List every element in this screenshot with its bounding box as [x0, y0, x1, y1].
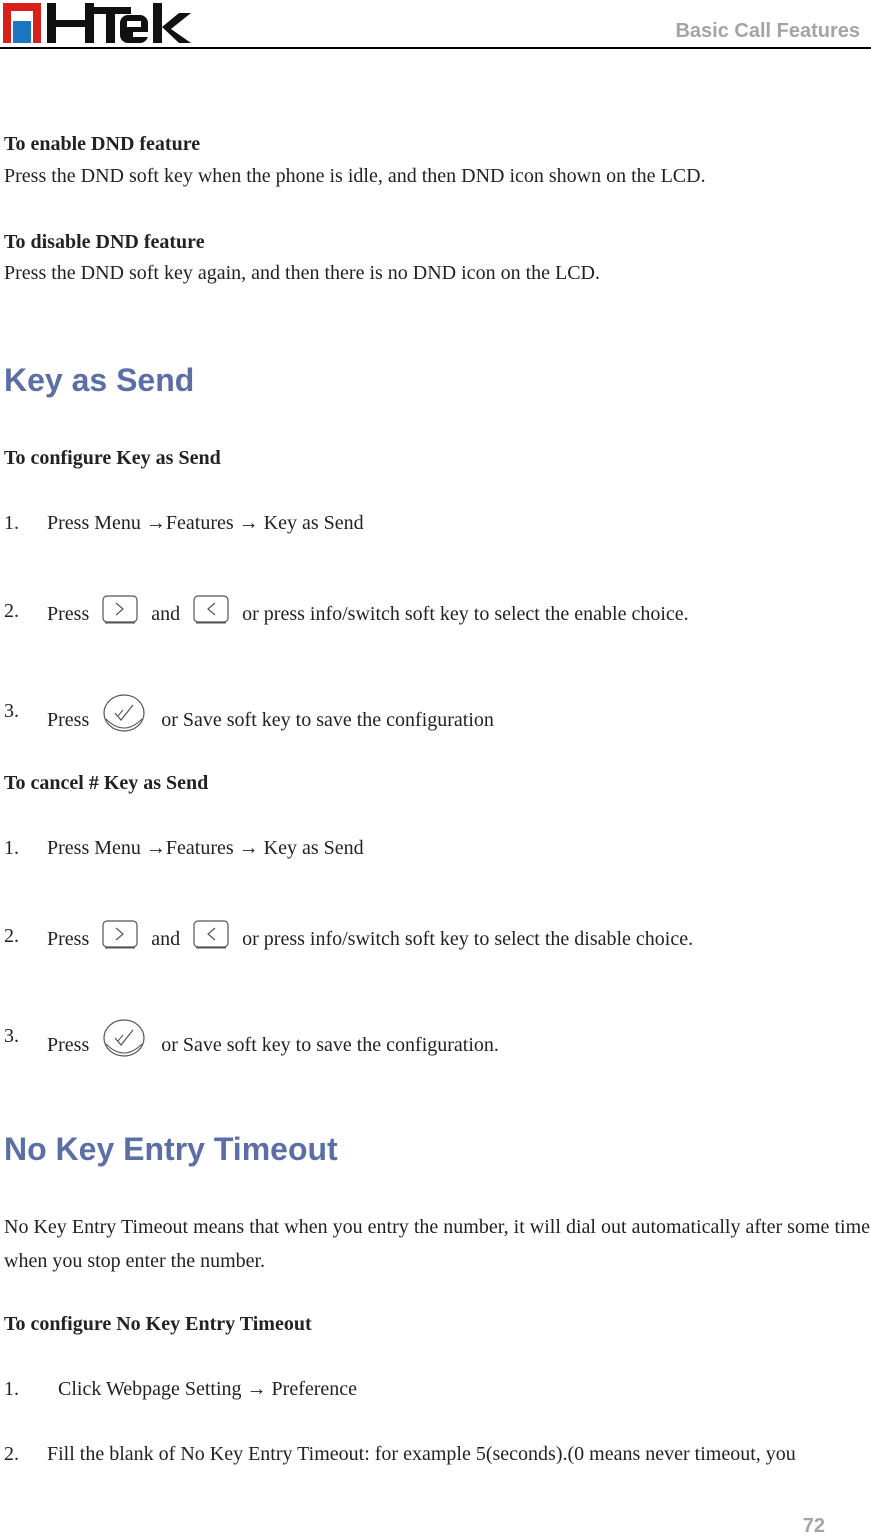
step-rest: or Save soft key to save the configuration [161, 709, 494, 731]
step-select-disable [47, 924, 693, 954]
step-rest: or press info/switch soft key to select the disable choice. [242, 928, 694, 950]
press-label: Press [47, 928, 90, 950]
press-label: Press [47, 1034, 90, 1056]
no-key-entry-description: No Key Entry Timeout means that when you entry the number, it will dial out automatically after some time when you stop enter the number. [4, 1216, 870, 1272]
step-number: 2. [4, 925, 19, 947]
ok-check-key-icon [102, 1018, 146, 1060]
step-number: 1. [4, 837, 19, 859]
step-number: 2. [4, 1443, 19, 1465]
header-divider [0, 47, 871, 49]
right-arrow-key-icon [102, 920, 138, 950]
enable-dnd-heading: To enable DND feature [4, 133, 201, 155]
step-rest: or press info/switch soft key to select the enable choice. [242, 603, 689, 625]
disable-dnd-heading: To disable DND feature [4, 231, 205, 253]
step-number: 3. [4, 1025, 19, 1047]
and-label: and [151, 603, 181, 625]
configure-key-as-send-heading: To configure Key as Send [4, 447, 221, 469]
step-number: 3. [4, 700, 19, 722]
step-rest: or Save soft key to save the configuration. [161, 1034, 499, 1056]
left-arrow-key-icon [193, 920, 229, 950]
step-number: 2. [4, 600, 19, 622]
key-as-send-title: Key as Send [4, 362, 195, 398]
step-select-enable [47, 599, 689, 629]
step-text: Fill the blank of No Key Entry Timeout: for example 5(seconds).(0 means never timeout, you [47, 1443, 796, 1465]
step-text: Click Webpage Setting → Preference [58, 1378, 358, 1400]
disable-dnd-text: Press the DND soft key again, and then there is no DND icon on the LCD. [4, 262, 600, 284]
enable-dnd-text: Press the DND soft key when the phone is idle, and then DND icon shown on the LCD. [4, 165, 706, 187]
press-label: Press [47, 603, 90, 625]
configure-no-key-entry-heading: To configure No Key Entry Timeout [4, 1313, 312, 1335]
and-label: and [151, 928, 181, 950]
no-key-entry-timeout-title: No Key Entry Timeout [4, 1131, 338, 1167]
right-arrow-key-icon [102, 595, 138, 625]
left-arrow-key-icon [193, 595, 229, 625]
page-header [0, 0, 871, 50]
step-save [47, 1024, 499, 1066]
htek-logo [3, 3, 193, 43]
cancel-key-as-send-heading: To cancel # Key as Send [4, 772, 209, 794]
step-number: 1. [4, 1378, 19, 1400]
step-text: Press Menu →Features → Key as Send [47, 837, 364, 859]
ok-check-key-icon [102, 693, 146, 735]
step-save [47, 699, 494, 741]
press-label: Press [47, 709, 90, 731]
section-title: Basic Call Features [675, 20, 860, 42]
page-number: 72 [802, 1515, 825, 1537]
step-text: Press Menu →Features → Key as Send [47, 512, 364, 534]
step-number: 1. [4, 512, 19, 534]
